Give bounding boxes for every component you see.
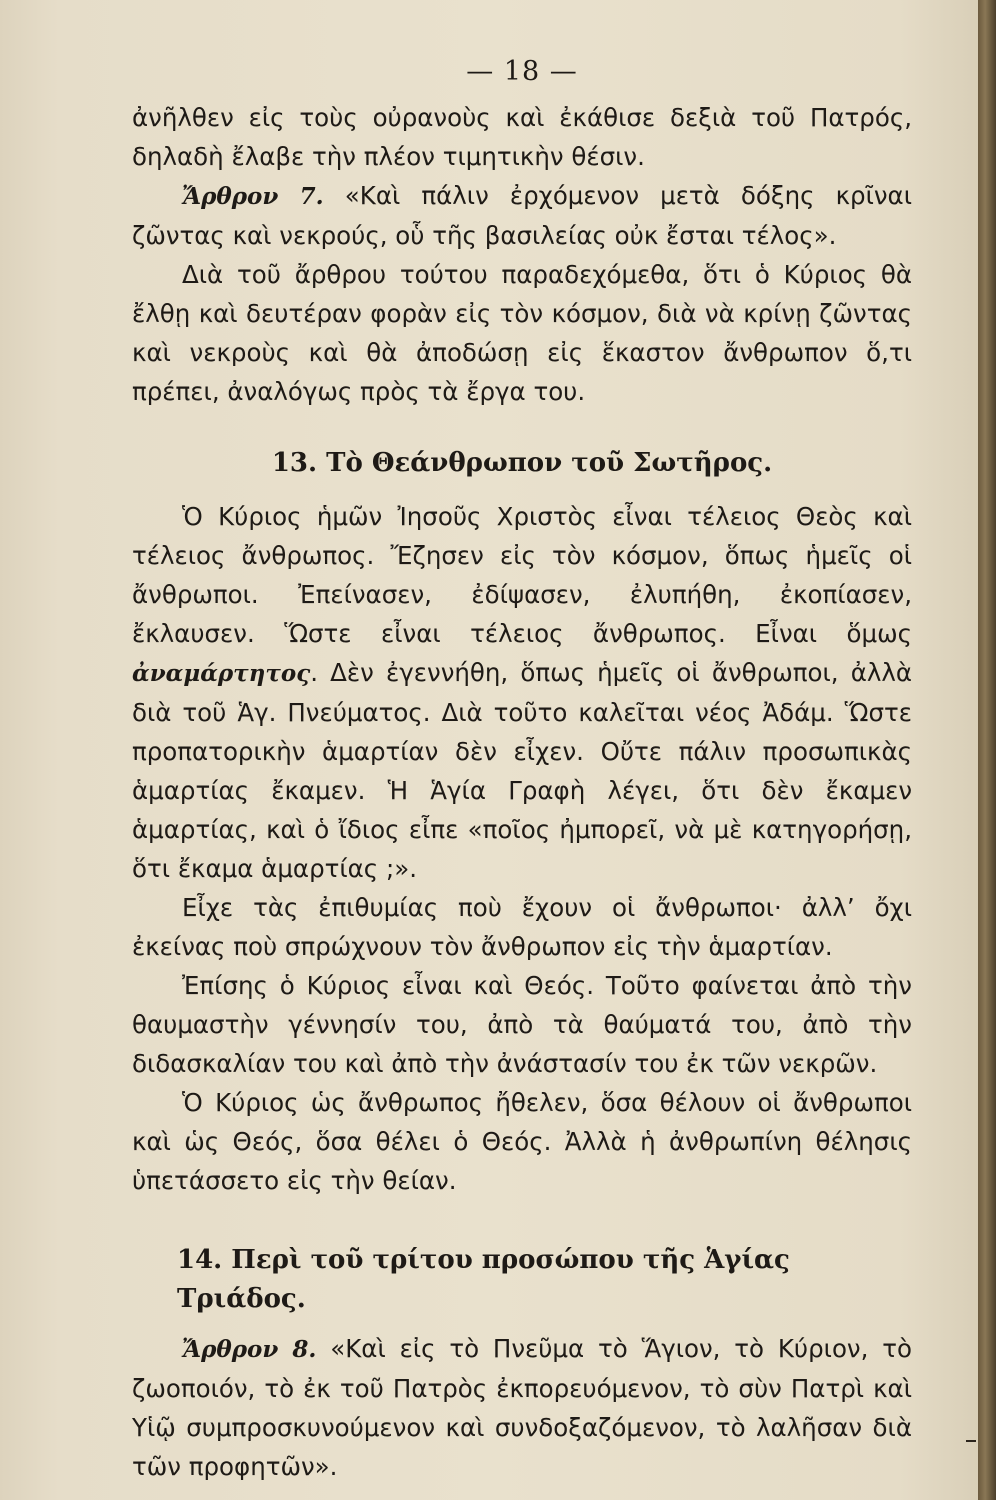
article-7-label: Ἄρθρον 7.	[182, 183, 324, 210]
section-13-paragraph-3: Ἐπίσης ὁ Κύριος εἶναι καὶ Θεός. Τοῦτο φαίνεται ἀπὸ τὴν θαυμαστὴν γέννησίν του, ἀπὸ τὰ θαύματά του, ἀπὸ τὴν διδασκαλίαν του καὶ ἀπὸ τὴν ἀνάστασίν του ἐκ τῶν νεκρῶν.	[132, 971, 912, 1078]
page-edge	[978, 0, 996, 1500]
page-number: — 18 —	[466, 56, 578, 87]
page-content	[132, 52, 912, 1486]
section-13-heading: 13. Τὸ Θεάνθρωπον τοῦ Σωτῆρος.	[271, 448, 773, 478]
section-13-paragraph-4: Ὁ Κύριος ὡς ἄνθρωπος ἤθελεν, ὅσα θέλουν οἱ ἄνθρωποι καὶ ὡς Θεός, ὅσα θέλει ὁ Θεός. Ἀλλὰ ἡ ἀνθρωπίνη θέλησις ὑπετάσσετο εἰς τὴν θείαν.	[132, 1088, 912, 1195]
article-7-text: «Καὶ πάλιν ἐρχόμενον μετὰ δόξης κρῖναι ζῶντας καὶ νεκρούς, οὗ τῆς βασιλείας οὐκ ἔσται τέλος».	[132, 181, 912, 250]
section-13-paragraph-2: Εἶχε τὰς ἐπιθυμίας ποὺ ἔχουν οἱ ἄνθρωποι· ἀλλ’ ὄχι ἐκείνας ποὺ σπρώχνουν τὸν ἄνθρωπον εἰς τὴν ἁμαρτίαν.	[132, 893, 912, 961]
margin-mark	[966, 1440, 976, 1442]
article-8-text: «Καὶ εἰς τὸ Πνεῦμα τὸ Ἅγιον, τὸ Κύριον, τὸ ζωοποιόν, τὸ ἐκ τοῦ Πατρὸς ἐκπορευόμενον, τὸ σὺν Πατρὶ καὶ Υἱῷ συμπροσκυνούμενον καὶ συνδοξαζόμενον, τὸ λαλῆσαν διὰ τῶν προφητῶν».	[132, 1334, 912, 1481]
section-13-p1-after: . Δὲν ἐγεννήθη, ὅπως ἡμεῖς οἱ ἄνθρωποι, ἀλλὰ διὰ τοῦ Ἁγ. Πνεύματος. Διὰ τοῦτο καλεῖται νέος Ἀδάμ. Ὥστε προπατορικὴν ἁμαρτίαν δὲν εἶχεν. Οὔτε πάλιν προσωπικὰς ἁμαρτίας ἔκαμεν. Ἡ Ἁγία Γραφὴ λέγει, ὅτι δὲν ἔκαμεν ἁμαρτίας, καὶ ὁ ἴδιος εἶπε «ποῖος ἠμπορεῖ, νὰ μὲ κατηγορήσῃ, ὅτι ἔκαμα ἁμαρτίας ;».	[132, 658, 912, 883]
article-8-paragraph	[132, 1329, 912, 1486]
section-13-p1-before: Ὁ Κύριος ἡμῶν Ἰησοῦς Χριστὸς εἶναι τέλειος Θεὸς καὶ τέλειος ἄνθρωπος. Ἔζησεν εἰς τὸν κόσμον, ὅπως ἡμεῖς οἱ ἄνθρωποι. Ἐπείνασεν, ἐδίψασεν, ἐλυπήθη, ἐκοπίασεν, ἔκλαυσεν. Ὥστε εἶναι τέλειος ἄνθρωπος. Εἶναι ὅμως	[132, 502, 912, 648]
continuation-paragraph: ἀνῆλθεν εἰς τοὺς οὐρανοὺς καὶ ἐκάθισε δεξιὰ τοῦ Πατρός, δηλαδὴ ἔλαβε τὴν πλέον τιμητικὴν θέσιν.	[132, 103, 912, 171]
article-8-label: Ἄρθρον 8.	[182, 1336, 317, 1363]
article-7-explanation: Διὰ τοῦ ἄρθρου τούτου παραδεχόμεθα, ὅτι ὁ Κύριος θὰ ἔλθῃ καὶ δευτέραν φορὰν εἰς τὸν κόσμον, διὰ νὰ κρίνῃ ζῶντας καὶ νεκροὺς καὶ θὰ ἀποδώσῃ εἰς ἕκαστον ἄνθρωπον ὅ,τι πρέπει, ἀναλόγως πρὸς τὰ ἔργα του.	[132, 260, 912, 406]
sinless-emphasis: ἀναμάρτητος	[132, 660, 311, 687]
section-14-heading: 14. Περὶ τοῦ τρίτου προσώπου τῆς Ἁγίας Τριάδος.	[177, 1245, 790, 1314]
section-13-paragraph-1	[132, 497, 912, 888]
article-7-paragraph	[132, 176, 912, 255]
